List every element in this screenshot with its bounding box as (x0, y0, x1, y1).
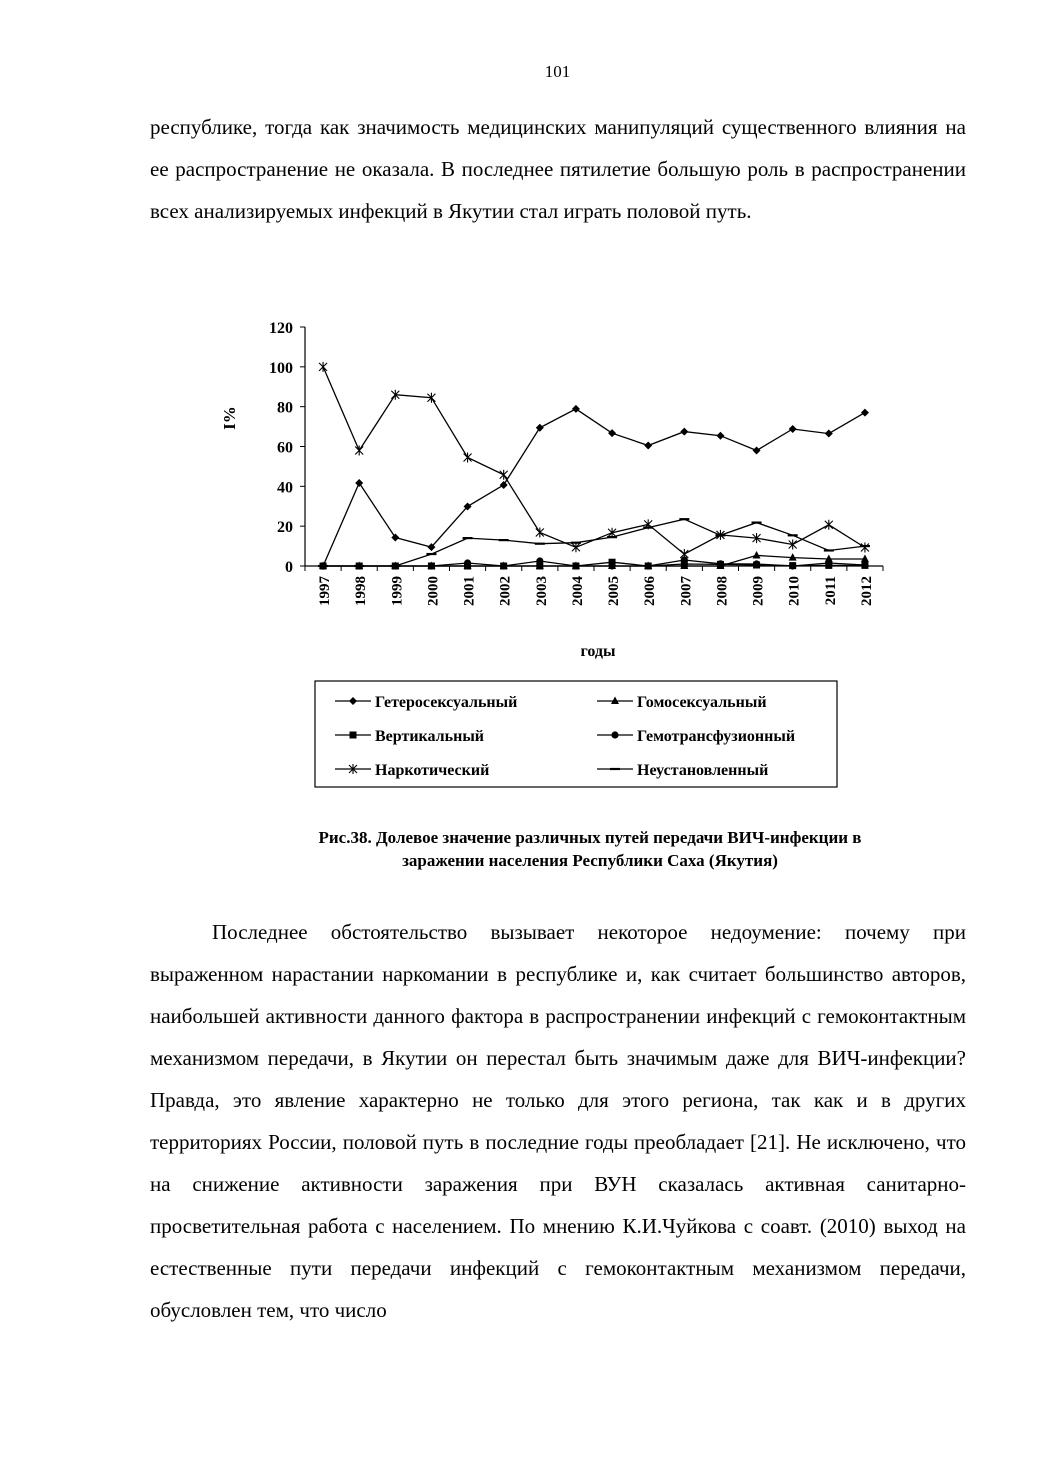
chart-series (318, 362, 870, 570)
x-tick-label: 1999 (389, 576, 406, 606)
data-point (861, 542, 869, 552)
x-tick-label: 2006 (642, 576, 659, 606)
paragraph-bottom: Последнее обстоятельство вызывает некоторое недоумение: почему при выраженном нарастании наркомании в республике и, как считает большинство авторов, наибольшей активности данного фактора в распространении инфекций с гемоконтактным механизмом передачи, в Якутии он перестал быть значимым даже для ВИЧ-инфекции? Правда, это явление характерно не только для этого региона, так как и в других территориях России, половой путь в последние годы преобладает [21]. Не исключено, что на снижение активности заражения при ВУН сказалась активная санитарно-просветительная работа с населением. По мнению К.И.Чуйкова с соавт. (2010) выход на естественные пути передачи инфекций с гемоконтактным механизмом передачи, обусловлен тем, что число (150, 920, 966, 1322)
data-point (716, 432, 724, 440)
data-point (608, 429, 616, 437)
data-point (645, 562, 652, 569)
data-point (753, 551, 761, 559)
y-tick-labels (269, 320, 293, 576)
series-1 (319, 405, 869, 570)
data-point (717, 560, 724, 567)
legend-label: Наркотический (375, 762, 490, 779)
x-tick-label: 2001 (461, 576, 478, 606)
data-point (355, 479, 363, 487)
data-point (464, 559, 471, 566)
figure-caption-line-1: Рис.38. Долевое значение различных путей передачи ВИЧ-инфекции в (318, 828, 862, 847)
figure-caption (150, 826, 1030, 872)
x-tick-label: 2000 (425, 576, 442, 606)
x-tick-label: 2011 (822, 576, 839, 606)
series-5 (319, 362, 869, 559)
line-chart (215, 310, 895, 800)
data-point (500, 470, 508, 480)
x-tick-label: 2008 (714, 576, 731, 606)
data-point (536, 424, 544, 432)
x-tick-label: 1997 (317, 576, 334, 606)
x-tick-label: 2004 (569, 576, 586, 606)
data-point (572, 562, 579, 569)
data-point (825, 559, 832, 566)
data-point (608, 562, 615, 569)
chart-legend (315, 681, 837, 787)
legend-label: Неустановленный (637, 762, 769, 779)
data-point (391, 534, 399, 542)
data-point (536, 557, 543, 564)
data-point (611, 731, 618, 738)
data-point (861, 409, 869, 417)
data-point (350, 732, 357, 739)
x-tick-label: 2007 (678, 576, 695, 606)
y-tick-label: 80 (277, 399, 293, 417)
data-point (680, 549, 688, 559)
data-point (644, 442, 652, 450)
data-point (500, 481, 508, 489)
data-point (536, 528, 544, 538)
y-axis-label: I% (220, 406, 239, 430)
y-tick-label: 20 (277, 519, 293, 537)
y-tick-label: 100 (269, 359, 293, 377)
data-point (572, 405, 580, 413)
series-6 (318, 519, 870, 566)
data-point (825, 430, 833, 438)
paragraph-top: республике, тогда как значимость медицинских манипуляций существенного влияния на ее распространение не оказала. В последнее пятилетие большую роль в распространении всех анализируемых инфекций в Якутии стал играть половой путь. (150, 115, 966, 223)
data-point (319, 362, 327, 372)
data-point (789, 562, 796, 569)
x-tick-label: 2003 (533, 576, 550, 606)
x-tick-labels (317, 576, 875, 607)
y-tick-label: 0 (285, 559, 293, 576)
data-point (753, 560, 760, 567)
data-point (500, 562, 507, 569)
legend-label: Гетеросексуальный (375, 694, 518, 711)
figure (215, 310, 895, 800)
x-tick-label: 2002 (497, 576, 514, 606)
series-line (323, 367, 865, 554)
data-point (680, 428, 688, 436)
data-point (825, 520, 833, 530)
figure-caption-line-2: заражении населения Республики Саха (Якутия) (402, 851, 778, 870)
data-point (355, 445, 363, 455)
legend-label: Гомосексуальный (637, 694, 767, 711)
x-tick-label: 2009 (750, 576, 767, 606)
data-point (861, 561, 868, 568)
data-point (861, 555, 869, 563)
x-tick-label: 2005 (606, 576, 623, 606)
data-point (789, 425, 797, 433)
y-tick-label: 60 (277, 439, 293, 457)
data-point (464, 452, 472, 462)
x-axis-label: годы (580, 643, 616, 660)
x-tick-label: 2012 (858, 576, 875, 606)
y-tick-label: 120 (269, 320, 293, 337)
legend-label: Вертикальный (375, 728, 485, 745)
x-tick-label: 1998 (353, 576, 370, 606)
page-number: 101 (544, 62, 571, 81)
data-point (753, 446, 761, 454)
legend-label: Гемотрансфузионный (637, 728, 796, 745)
x-tick-label: 2010 (786, 576, 803, 606)
data-point (428, 562, 435, 569)
y-tick-label: 40 (277, 479, 293, 497)
